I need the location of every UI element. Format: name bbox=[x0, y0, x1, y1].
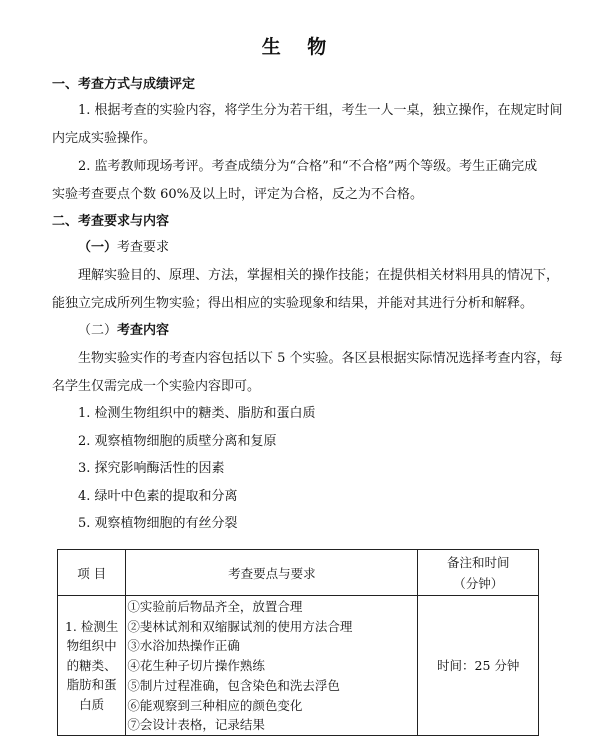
experiment-item: 1. 检测生物组织中的糖类、脂肪和蛋白质 bbox=[78, 406, 316, 421]
requirement-line: ③水浴加热操作正确 bbox=[127, 638, 240, 654]
exam-table bbox=[57, 549, 539, 736]
section1-para1-line2: 内完成实验操作。 bbox=[52, 131, 157, 146]
requirement-line: ②斐林试剂和双缩脲试剂的使用方法合理 bbox=[127, 618, 353, 634]
page-title: 生 物 bbox=[261, 36, 337, 58]
subsection2-heading bbox=[78, 319, 169, 338]
requirement-line: ⑦会设计表格，记录结果 bbox=[127, 717, 265, 733]
table-header-row bbox=[58, 550, 539, 596]
section2-heading: 二、考查要求与内容 bbox=[52, 214, 170, 229]
experiment-item: 2. 观察植物细胞的质壁分离和复原 bbox=[78, 434, 277, 449]
subsection1-label: （一） bbox=[78, 240, 118, 255]
section1-para2-line2: 实验考查要点个数 60%及以上时，评定为合格，反之为不合格。 bbox=[52, 187, 424, 202]
subsection1-title: 考查要求 bbox=[117, 240, 170, 255]
requirement-line: ⑥能观察到三种相应的颜色变化 bbox=[127, 697, 303, 713]
row1-item-line: 物组织中 bbox=[66, 638, 117, 654]
header-points: 考查要点与要求 bbox=[126, 550, 418, 596]
row1-item-line: 1. 检测生 bbox=[64, 618, 119, 634]
section1-para2-line1: 2. 监考教师现场考评。考查成绩分为“合格”和“不合格”两个等级。考生正确完成 bbox=[78, 159, 538, 174]
section1-heading: 一、考查方式与成绩评定 bbox=[52, 77, 196, 92]
header-note-line2: （分钟） bbox=[453, 575, 504, 591]
header-note bbox=[418, 550, 539, 596]
requirement-line: ④花生种子切片操作熟练 bbox=[127, 658, 265, 674]
subsection1-line1: 理解实验目的、原理、方法，掌握相关的操作技能；在提供相关材料用具的情况下， bbox=[78, 268, 560, 283]
row1-points bbox=[126, 596, 418, 736]
experiment-item: 4. 绿叶中色素的提取和分离 bbox=[78, 489, 238, 504]
subsection2-label: （二） bbox=[78, 323, 118, 338]
row1-item-line: 脂肪和蛋 bbox=[66, 677, 117, 693]
row1-item-line: 白质 bbox=[79, 696, 105, 712]
subsection2-line1: 生物实验实作的考查内容包括以下 5 个实验。各区县根据实际情况选择考查内容，每 bbox=[78, 351, 563, 366]
row1-item bbox=[58, 596, 126, 736]
subsection1-line2: 能独立完成所列生物实验；得出相应的实验现象和结果，并能对其进行分析和解释。 bbox=[52, 296, 534, 311]
subsection1-heading bbox=[78, 236, 169, 255]
requirement-line: ①实验前后物品齐全，放置合理 bbox=[127, 599, 303, 614]
table-row bbox=[58, 596, 539, 736]
experiment-item: 3. 探究影响酶活性的因素 bbox=[78, 461, 225, 476]
header-item: 项 目 bbox=[58, 550, 126, 596]
subsection2-title: 考查内容 bbox=[117, 323, 170, 338]
requirement-line: ⑤制片过程准确，包含染色和洗去浮色 bbox=[127, 677, 340, 693]
subsection2-line2: 名学生仅需完成一个实验内容即可。 bbox=[52, 379, 261, 394]
header-note-line1: 备注和时间 bbox=[446, 554, 510, 570]
experiment-item: 5. 观察植物细胞的有丝分裂 bbox=[78, 516, 238, 531]
row1-time: 时间：25 分钟 bbox=[418, 596, 539, 736]
row1-item-line: 的糖类、 bbox=[66, 657, 117, 673]
section1-para1-line1: 1. 根据考查的实验内容，将学生分为若干组，考生一人一桌，独立操作，在规定时间 bbox=[78, 103, 563, 118]
